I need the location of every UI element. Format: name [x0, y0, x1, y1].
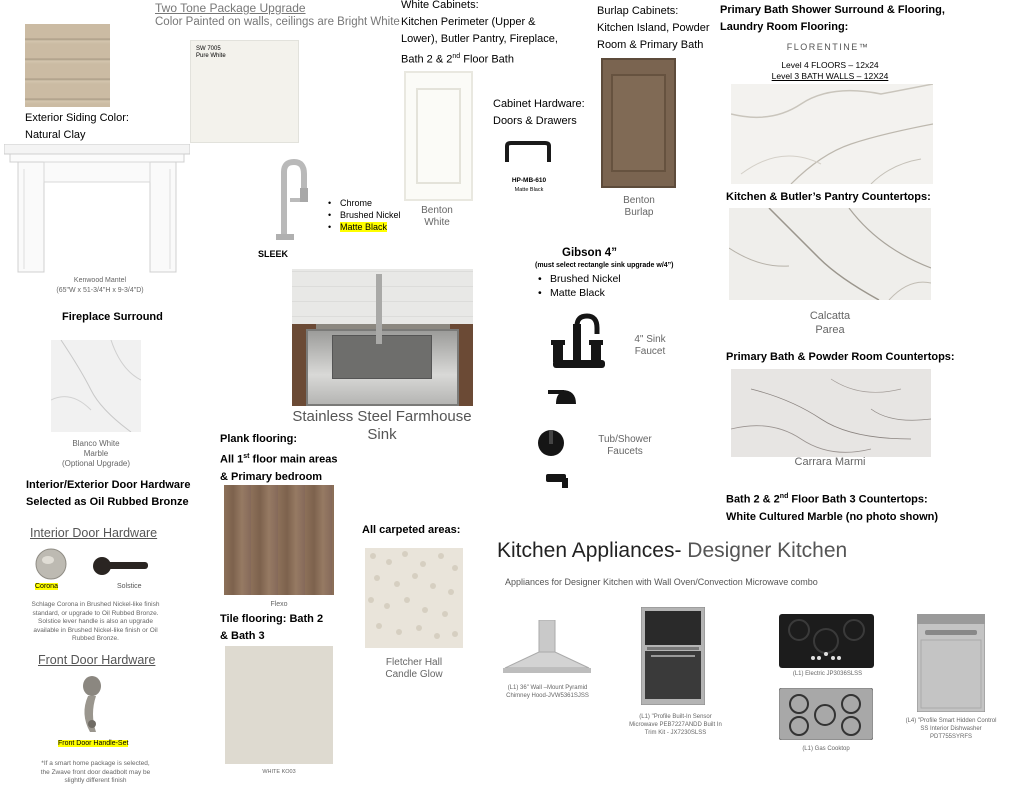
florentine-spec-walls: Level 3 BATH WALLS – 12X24 [771, 71, 889, 81]
front-door-note: *If a smart home package is selected, the Zwave front door deadbolt may be slightly different finish [40, 760, 151, 784]
white-cabinet-caption: Benton White [421, 205, 453, 228]
shower-valve-icon [537, 426, 567, 460]
paint-subtitle: Color Painted on walls, ceilings are Bright White [155, 16, 400, 28]
faucet-option-chrome: • Chrome [328, 197, 401, 209]
fireplace-title: Fireplace Surround [62, 311, 163, 323]
plank-flooring-swatch [224, 485, 334, 595]
kitchen-countertops-title: Kitchen & Butler’s Pantry Countertops: [726, 191, 931, 203]
door-lever-image [92, 553, 150, 579]
carpet-caption: Fletcher Hall Candle Glow [385, 657, 443, 680]
paint-chip-name: Pure White [196, 53, 226, 59]
front-door-handle-label: Front Door Handle-Set [58, 740, 129, 747]
gibson-sink-caption: 4" Sink Faucet [634, 334, 666, 357]
gas-cooktop-caption: (L1) Gas Cooktop [802, 746, 850, 752]
faucet-name: SLEEK [258, 249, 289, 259]
interior-door-note: Schlage Corona in Brushed Nickel-like finish standard, or upgrade to Oil Rubbed Bronze. Solstice lever handle is also an upgrade available in Brushed Nickel-like finish or Oil Rubbed Bronze. [31, 601, 160, 642]
bath2-countertops-text: Bath 2 & 2nd Floor Bath 3 Countertops: White Cultured Marble (no photo shown) [726, 493, 939, 523]
appliances-title: Kitchen Appliances- Designer Kitchen [497, 539, 848, 562]
tile-caption: WHITE KO03 [262, 769, 296, 775]
cabinet-hardware-finish: Matte Black [514, 187, 544, 193]
range-hood-image [501, 620, 593, 676]
dishwasher-caption: (L4) "Profile Smart Hidden Control SS Interior Dishwasher PDT755SYRFS [905, 718, 997, 740]
electric-cooktop-caption: (L1) Electric JP3036SLSS [792, 671, 863, 677]
paint-chip [190, 40, 299, 143]
tile-flooring-swatch [225, 646, 333, 764]
carpet-title: All carpeted areas: [362, 524, 461, 536]
florentine-marble-image [731, 84, 933, 184]
carrara-caption: Carrara Marmi [794, 456, 866, 468]
primary-bath-title: Primary Bath Shower Surround & Flooring, Laundry Room Flooring: [720, 4, 945, 33]
fireplace-marble-image [51, 340, 141, 432]
tub-spout-icon [544, 470, 574, 490]
wall-oven-caption: (L1) "Profile Built-In Sensor Microwave PEB7227ANDD Built In Trim Kit - JX7230SLSS [629, 714, 722, 736]
siding-value: Natural Clay [25, 129, 86, 141]
paint-title: Two Tone Package Upgrade [155, 1, 306, 15]
carpet-swatch [365, 548, 463, 648]
carrara-marble-image [731, 369, 931, 457]
faucet-option-brushed-nickel: • Brushed Nickel [328, 209, 401, 221]
range-hood-caption: (L1) 36" Wall –Mount Pyramid Chimney Hood-JVW5361SJSS [506, 685, 589, 699]
burlap-cabinets-text: Burlap Cabinets: Kitchen Island, Powder Room & Primary Bath [597, 3, 727, 54]
cabinet-pull-icon [503, 140, 553, 166]
plank-flooring-text: Plank flooring: All 1st floor main areas & Primary bedroom [220, 433, 338, 483]
knob-label: Corona [35, 583, 58, 590]
kitchen-faucet-image [262, 158, 312, 242]
gibson-options [538, 272, 621, 300]
white-cabinets-title: White Cabinets: [401, 0, 479, 11]
tile-flooring-text: Tile flooring: Bath 2 & Bath 3 [220, 613, 324, 642]
gibson-option-matte-black: • Matte Black [538, 286, 621, 300]
powder-countertops-title: Primary Bath & Powder Room Countertops: [726, 351, 955, 363]
faucet-options [328, 197, 401, 233]
gibson-tub-caption: Tub/Shower Faucets [598, 434, 652, 457]
cabinet-hardware-text: Cabinet Hardware: Doors & Drawers [493, 96, 603, 130]
appliances-subtitle: Appliances for Designer Kitchen with Wall Oven/Convection Microwave combo [505, 577, 818, 587]
siding-label [25, 110, 155, 144]
dishwasher-image [917, 614, 985, 712]
siding-swatch [25, 24, 110, 107]
door-knob-image [31, 546, 73, 582]
florentine-brand: FLORENTINE™ [786, 42, 870, 52]
gibson-option-brushed-nickel: • Brushed Nickel [538, 272, 621, 286]
gibson-title: Gibson 4” [562, 247, 617, 259]
siding-title: Exterior Siding Color: [25, 112, 129, 124]
shower-head-icon [546, 386, 582, 414]
burlap-cabinets-title: Burlap Cabinets: [597, 5, 679, 17]
mantel-caption: Kenwood Mantel (65"W x 51-3/4"H x 9-3/4"D) [56, 277, 144, 294]
front-door-heading: Front Door Hardware [38, 653, 156, 667]
cabinet-hardware-title: Cabinet Hardware: [493, 98, 585, 110]
gibson-note: (must select rectangle sink upgrade w/4”) [535, 262, 674, 269]
faucet-option-matte-black: • Matte Black [328, 221, 401, 233]
electric-cooktop-image [779, 614, 874, 668]
lever-label: Solstice [117, 583, 142, 590]
door-hardware-title: Interior/Exterior Door Hardware Selected as Oil Rubbed Bronze [26, 479, 191, 508]
calcatta-caption: Calcatta Parea [809, 310, 851, 336]
florentine-spec-floors: Level 4 FLOORS – 12x24 [781, 60, 879, 70]
mantel-image [4, 144, 190, 274]
wall-oven-image [641, 607, 705, 705]
burlap-cabinet-door [601, 58, 676, 188]
farmhouse-sink-image [292, 269, 473, 406]
fireplace-caption: Blanco White Marble (Optional Upgrade) [61, 439, 131, 468]
front-door-handleset-image [76, 674, 106, 736]
white-cabinet-door [404, 71, 473, 201]
paint-chip-code: SW 7005 [196, 46, 221, 52]
burlap-cabinet-caption: Benton Burlap [623, 195, 655, 218]
gas-cooktop-image [779, 688, 873, 740]
plank-caption: Flexo [270, 601, 288, 608]
gibson-sink-faucet-image [547, 310, 611, 374]
calcatta-marble-image [729, 208, 931, 300]
cabinet-hardware-code: HP-MB-610 [511, 177, 547, 184]
interior-door-heading: Interior Door Hardware [30, 526, 158, 540]
farmhouse-sink-caption: Stainless Steel Farmhouse Sink [292, 408, 472, 443]
white-cabinets-text: White Cabinets: Kitchen Perimeter (Upper & Lower), Butler Pantry, Fireplace, Bath 2 & 2nd Floor Bath [401, 0, 581, 69]
